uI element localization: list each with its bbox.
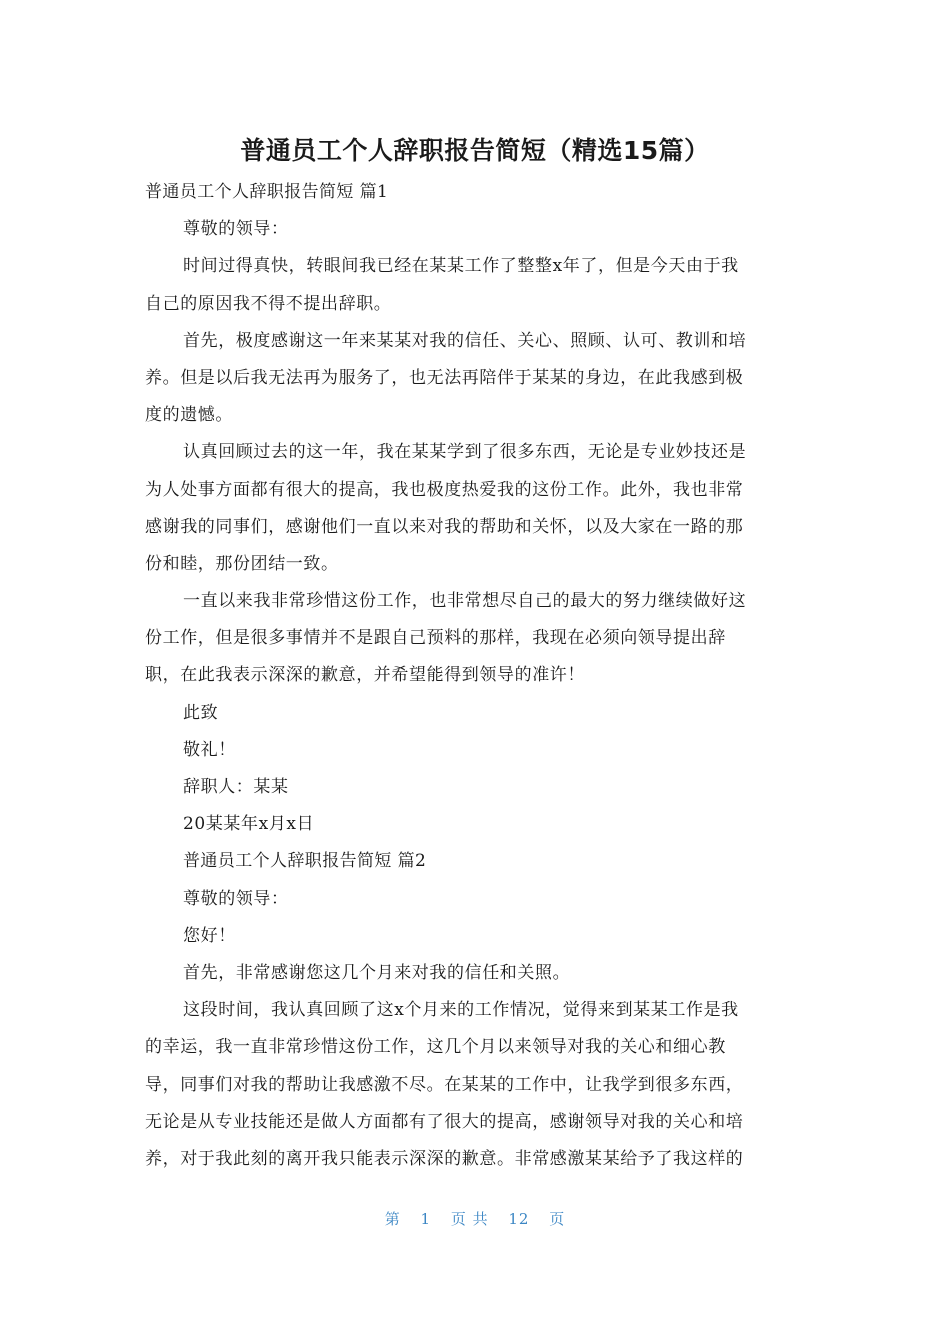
footer-label-of: 页 共 (450, 1210, 489, 1228)
text-line: 这段时间，我认真回顾了这x个月来的工作情况，觉得来到某某工作是我 (183, 1000, 739, 1021)
document-title: 普通员工个人辞职报告简短（精选15篇） (240, 135, 710, 165)
text-line: 20某某年x月x日 (183, 814, 315, 835)
text-line: 无论是从专业技能还是做人方面都有了很大的提高，感谢领导对我的关心和培 (145, 1111, 744, 1132)
text-line: 职，在此我表示深深的歉意，并希望能得到领导的准许！ (145, 665, 585, 686)
footer-current-page: 1 (420, 1210, 432, 1228)
footer-label-pages: 页 (549, 1210, 566, 1228)
text-line: 的幸运，我一直非常珍惜这份工作，这几个月以来领导对我的关心和细心教 (145, 1037, 726, 1058)
page-footer (0, 1208, 950, 1229)
text-line: 份和睦，那份团结一致。 (145, 553, 339, 574)
text-line: 份工作，但是很多事情并不是跟自己预料的那样，我现在必须向领导提出辞 (145, 628, 726, 649)
section-heading: 普通员工个人辞职报告简短 篇1 (145, 182, 389, 202)
text-line: 一直以来我非常珍惜这份工作，也非常想尽自己的最大的努力继续做好这 (183, 591, 747, 612)
document-body (145, 174, 800, 1178)
text-line: 感谢我的同事们，感谢他们一直以来对我的帮助和关怀，以及大家在一路的那 (145, 516, 744, 537)
text-line: 导，同事们对我的帮助让我感激不尽。在某某的工作中，让我学到很多东西， (145, 1074, 744, 1095)
text-line: 度的遗憾。 (145, 405, 233, 426)
text-line: 您好！ (183, 925, 236, 946)
footer-label-page: 第 (384, 1210, 401, 1228)
text-line: 为人处事方面都有很大的提高，我也极度热爱我的这份工作。此外，我也非常 (145, 479, 744, 500)
footer-total-pages: 12 (508, 1210, 530, 1228)
text-line: 此致 (183, 702, 219, 723)
text-line: 养，对于我此刻的离开我只能表示深深的歉意。非常感激某某给予了我这样的 (145, 1148, 744, 1169)
text-line: 时间过得真快，转眼间我已经在某某工作了整整x年了，但是今天由于我 (183, 256, 739, 277)
text-line: 尊敬的领导： (183, 219, 289, 240)
text-line: 首先，极度感谢这一年来某某对我的信任、关心、照顾、认可、教训和培 (183, 330, 747, 351)
text-line: 首先，非常感谢您这几个月来对我的信任和关照。 (183, 962, 571, 983)
text-line: 认真回顾过去的这一年，我在某某学到了很多东西，无论是专业妙技还是 (183, 442, 747, 463)
text-line: 自己的原因我不得不提出辞职。 (145, 293, 392, 314)
text-line: 敬礼！ (183, 739, 236, 760)
section-heading: 普通员工个人辞职报告简短 篇2 (183, 851, 427, 872)
text-line: 辞职人：某某 (183, 777, 289, 797)
text-line: 尊敬的领导： (183, 888, 289, 909)
text-line: 养。但是以后我无法再为服务了，也无法再陪伴于某某的身边，在此我感到极 (145, 367, 744, 388)
